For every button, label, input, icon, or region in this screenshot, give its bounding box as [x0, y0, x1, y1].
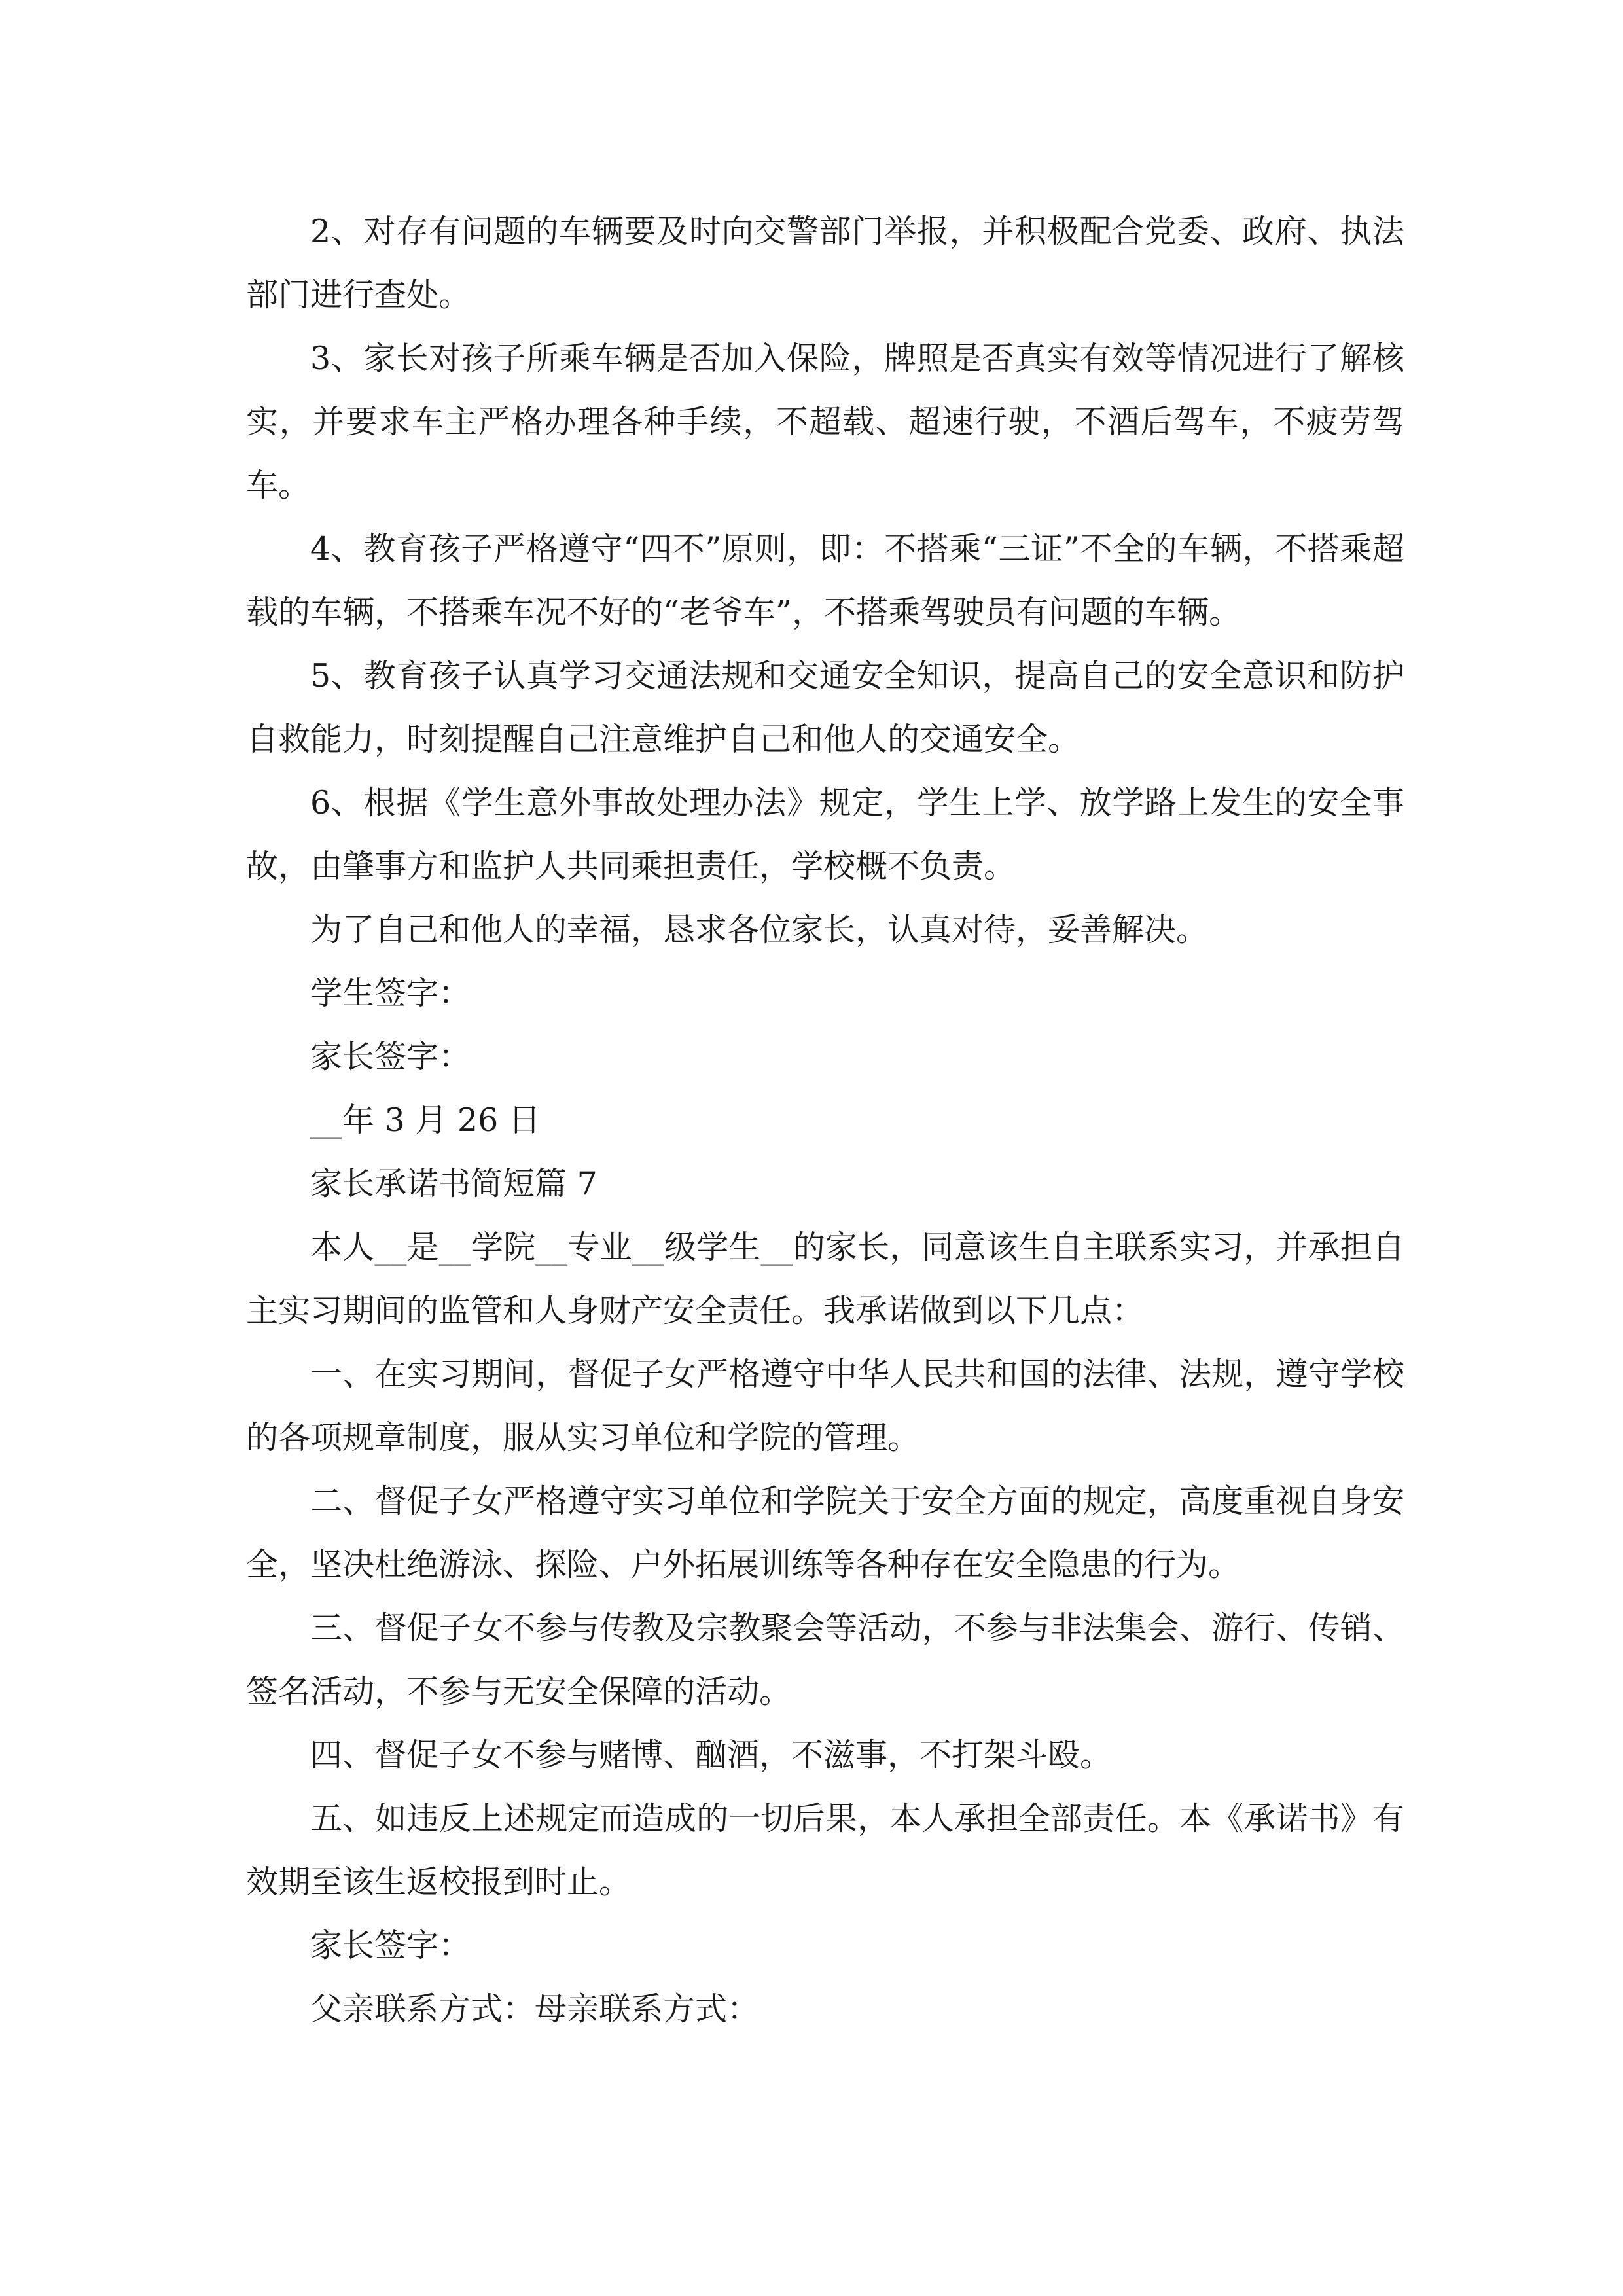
- commitment-item-2: 二、督促子女严格遵守实习单位和学院关于安全方面的规定，高度重视自身安全，坚决杜绝游泳、探险、户外拓展训练等各种存在安全隐患的行为。: [246, 1482, 1404, 1583]
- paragraph-item-6: 6、根据《学生意外事故处理办法》规定，学生上学、放学路上发生的安全事故，由肇事方和监护人共同乘担责任，学校概不负责。: [246, 784, 1404, 885]
- commitment-item-1: 一、在实习期间，督促子女严格遵守中华人民共和国的法律、法规，遵守学校的各项规章制度，服从实习单位和学院的管理。: [246, 1355, 1404, 1456]
- paragraph-item-2: 2、对存有问题的车辆要及时向交警部门举报，并积极配合党委、政府、执法部门进行查处。: [246, 213, 1404, 314]
- commitment-item-3: 三、督促子女不参与传教及宗教聚会等活动，不参与非法集会、游行、传销、签名活动，不参与无安全保障的活动。: [246, 1609, 1404, 1710]
- paragraph-item-5: 5、教育孩子认真学习交通法规和交通安全知识，提高自己的安全意识和防护自救能力，时刻提醒自己注意维护自己和他人的交通安全。: [246, 657, 1404, 758]
- student-signature-line: 学生签字：: [310, 975, 471, 1012]
- document-body: [246, 200, 1404, 2041]
- section-title: 家长承诺书简短篇 7: [310, 1165, 597, 1202]
- commitment-item-5: 五、如违反上述规定而造成的一切后果，本人承担全部责任。本《承诺书》有效期至该生返校报到时止。: [246, 1800, 1404, 1901]
- date-line: __年 3 月 26 日: [310, 1102, 541, 1139]
- paragraph-item-3: 3、家长对孩子所乘车辆是否加入保险，牌照是否真实有效等情况进行了解核实，并要求车主严格办理各种手续，不超载、超速行驶，不酒后驾车，不疲劳驾车。: [246, 340, 1404, 504]
- parent-signature-line: 家长签字：: [310, 1038, 471, 1075]
- intro-paragraph: 本人__是__学院__专业__级学生__的家长，同意该生自主联系实习，并承担自主实习期间的监管和人身财产安全责任。我承诺做到以下几点：: [246, 1229, 1404, 1329]
- commitment-item-4: 四、督促子女不参与赌博、酗酒，不滋事，不打架斗殴。: [310, 1736, 1113, 1774]
- contact-line: 父亲联系方式：母亲联系方式：: [310, 1990, 760, 2028]
- appeal-paragraph: 为了自己和他人的幸福，恳求各位家长，认真对待，妥善解决。: [310, 911, 1209, 948]
- parent-signature-line-2: 家长签字：: [310, 1927, 471, 1964]
- paragraph-item-4: 4、教育孩子严格遵守“四不”原则，即：不搭乘“三证”不全的车辆，不搭乘超载的车辆，不搭乘车况不好的“老爷车”，不搭乘驾驶员有问题的车辆。: [246, 530, 1404, 631]
